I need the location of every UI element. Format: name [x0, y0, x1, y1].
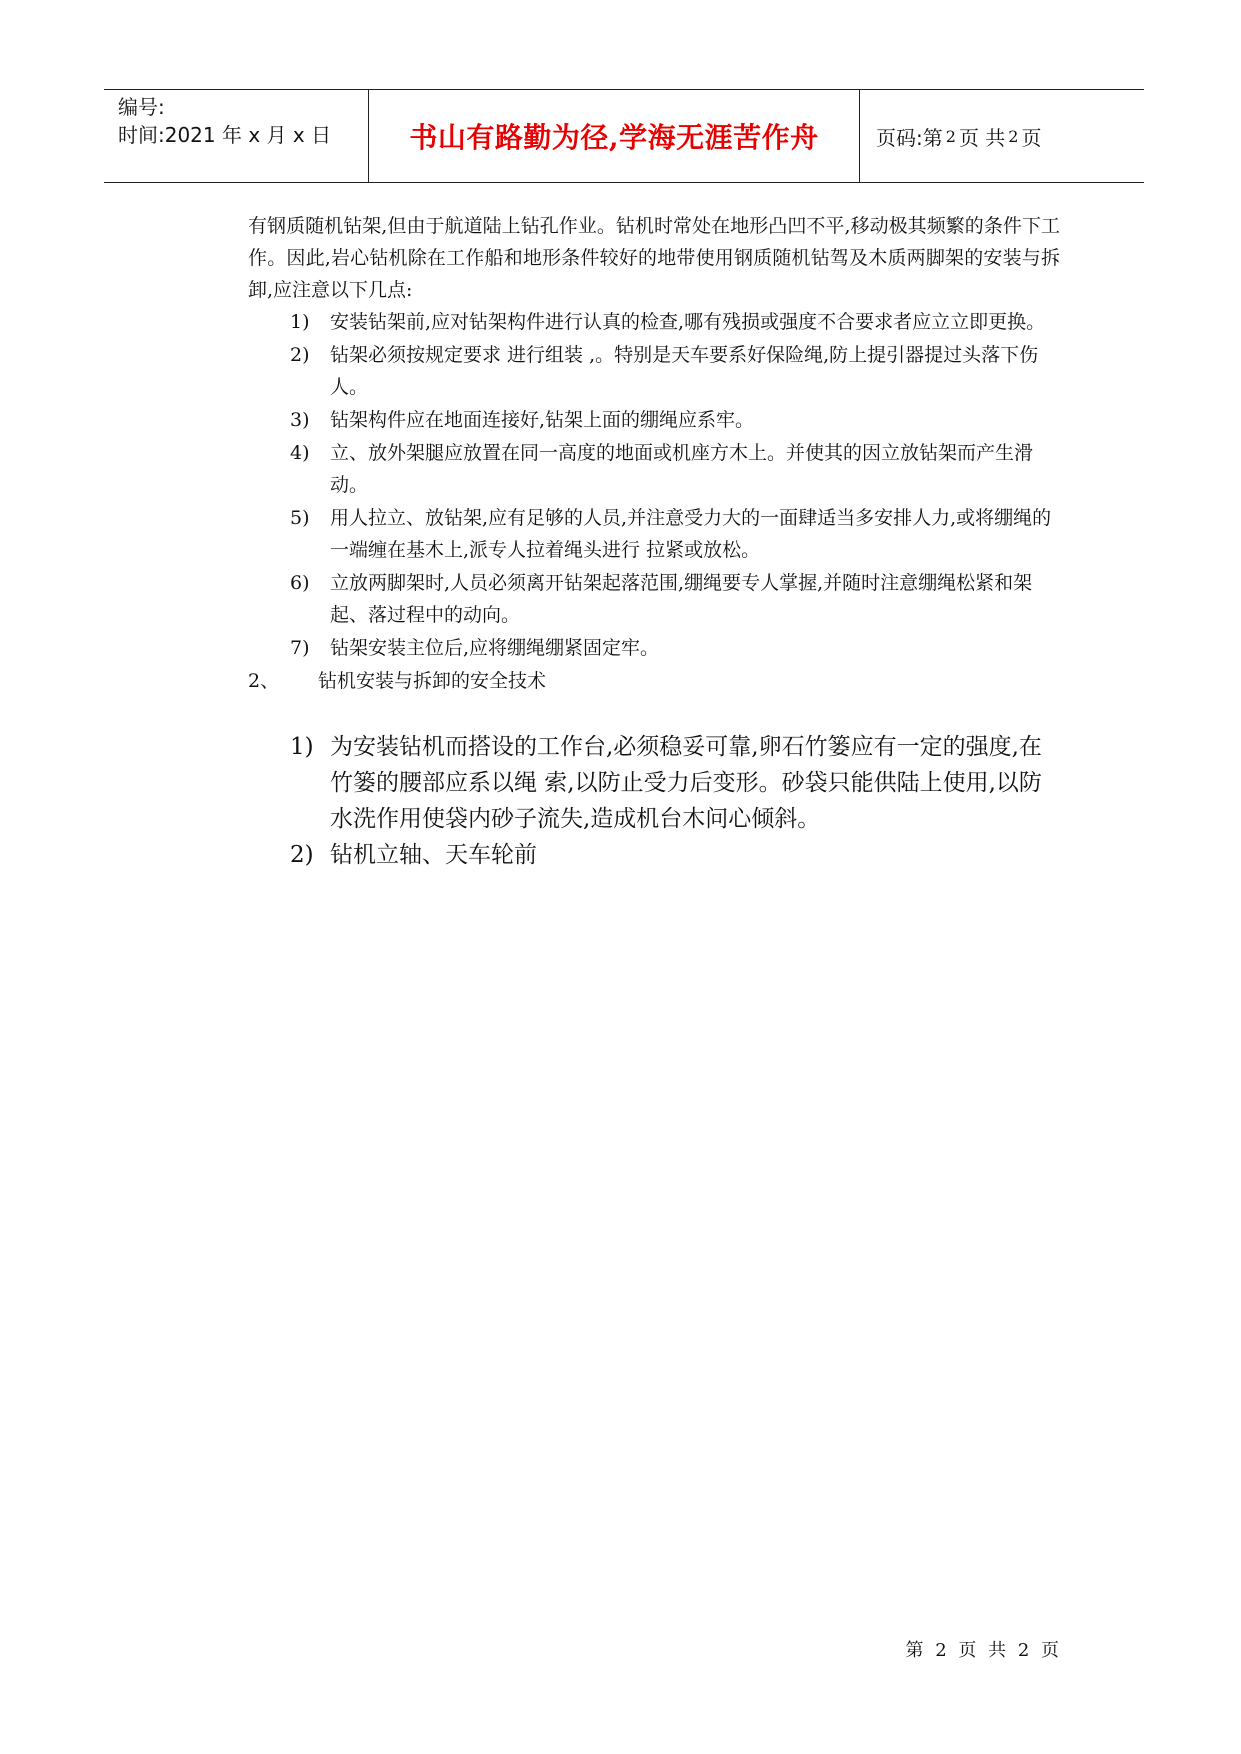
list-item-text: 立放两脚架时,人员必须离开钻架起落范围,绷绳要专人掌握,并随时注意绷绳松紧和架起、落过程中的动向。: [330, 572, 1033, 626]
rig-install-safety-list: [248, 729, 1060, 873]
list-item: [248, 404, 1060, 436]
list-marker: 6): [290, 572, 310, 594]
section-heading: [248, 665, 1060, 697]
list-marker: 1): [290, 311, 310, 333]
document-body: [248, 210, 1060, 873]
list-item-text: 钻架安装主位后,应将绷绳绷紧固定牢。: [330, 637, 660, 659]
page-mid: 页 共: [958, 125, 1006, 150]
list-item-text: 钻架必须按规定要求 进行组装 ,。特别是天车要系好保险绳,防上提引器提过头落下伤人。: [330, 344, 1039, 398]
page-footer-number: 第 2 页 共 2 页: [905, 1640, 1062, 1661]
page-suffix: 页: [1021, 125, 1042, 150]
list-item: [248, 567, 1060, 631]
section-number: 2、: [248, 670, 280, 692]
list-item: [248, 729, 1060, 837]
list-item-text: 钻机立轴、天车轮前: [330, 842, 537, 868]
document-code-label: 编号:: [118, 95, 165, 119]
list-item-text: 用人拉立、放钻架,应有足够的人员,并注意受力大的一面肆适当多安排人力,或将绷绳的一端缠在基木上,派专人拉着绳头进行 拉紧或放松。: [330, 507, 1052, 561]
list-marker: 2): [290, 842, 314, 868]
header-page-cell: [860, 90, 1144, 182]
header-meta-cell: [104, 90, 369, 182]
list-marker: 4): [290, 442, 310, 464]
list-marker: 1): [290, 734, 314, 760]
derrick-safety-list: [248, 306, 1060, 664]
page-prefix: 页码:第: [876, 125, 943, 150]
list-marker: 7): [290, 637, 310, 659]
header-motto-cell: [369, 90, 860, 182]
intro-paragraph: 有钢质随机钻架,但由于航道陆上钻孔作业。钻机时常处在地形凸凹不平,移动极其频繁的条件下工作。因此,岩心钻机除在工作船和地形条件较好的地带使用钢质随机钻驾及木质两脚架的安装与拆卸,应注意以下几点:: [248, 215, 1060, 301]
list-item: [248, 837, 1060, 873]
list-marker: 5): [290, 507, 310, 529]
list-marker: 2): [290, 344, 310, 366]
list-item: [248, 502, 1060, 566]
list-item-text: 为安装钻机而搭设的工作台,必须稳妥可靠,卵石竹篓应有一定的强度,在竹篓的腰部应系以绳 索,以防止受力后变形。砂袋只能供陆上使用,以防水洗作用使袋内砂子流失,造成机台木问心倾斜。: [330, 734, 1042, 832]
list-item-text: 安装钻架前,应对钻架构件进行认真的检查,哪有残损或强度不合要求者应立立即更换。: [330, 311, 1046, 333]
page-header: [104, 89, 1144, 183]
list-item: [248, 306, 1060, 338]
page-total: 2: [1008, 126, 1019, 146]
list-item-text: 立、放外架腿应放置在同一高度的地面或机座方木上。并使其的因立放钻架而产生滑动。: [330, 442, 1034, 496]
list-marker: 3): [290, 409, 310, 431]
document-time-label: 时间:2021 年 x 月 x 日: [118, 123, 332, 147]
section-title: 钻机安装与拆卸的安全技术: [318, 670, 547, 692]
list-item: [248, 632, 1060, 664]
list-item: [248, 437, 1060, 501]
list-item: [248, 339, 1060, 403]
header-motto: 书山有路勤为径,学海无涯苦作舟: [409, 121, 819, 154]
list-item-text: 钻架构件应在地面连接好,钻架上面的绷绳应系牢。: [330, 409, 755, 431]
page-current: 2: [945, 126, 956, 146]
